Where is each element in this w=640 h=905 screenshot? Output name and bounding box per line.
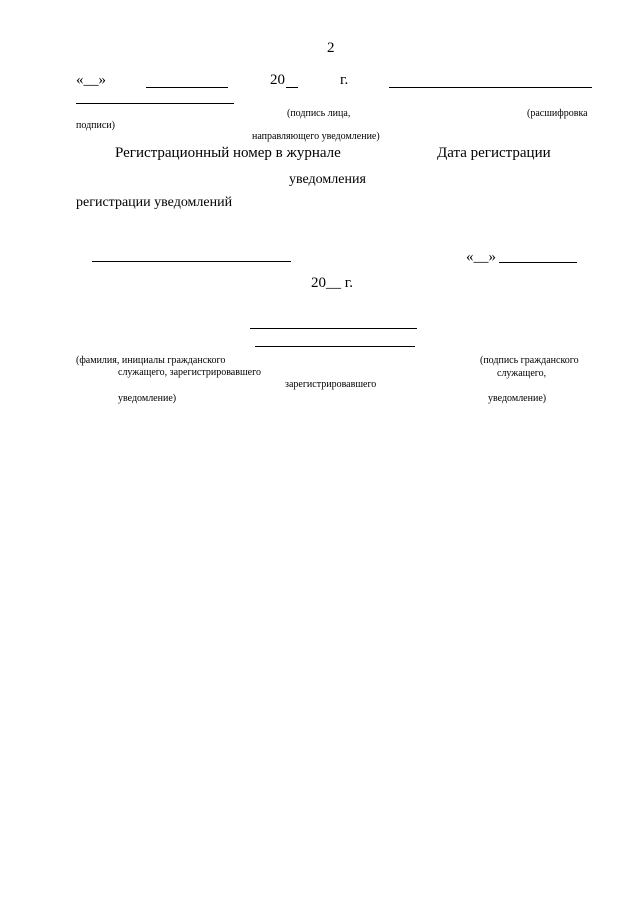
notices-label: уведомления [289,172,366,187]
year-prefix: 20 [270,72,285,88]
reg-number-line [92,261,291,262]
day-quote: «__» [76,72,106,88]
caption-signature-person: (подпись лица, [287,108,351,119]
caption-signature-2: служащего, [497,368,547,379]
caption-registered: зарегистрировавшего [285,379,377,390]
caption-signature-cont: подписи) [76,120,115,131]
reg-date-label: Дата регистрации [437,145,551,161]
page-number: 2 [327,40,335,56]
journal-label: регистрации уведомлений [76,195,233,210]
decoding-line [76,103,234,104]
month-blank-line [146,87,228,88]
reg-year: 20__ г. [311,275,353,291]
caption-name-3: уведомление) [118,393,177,404]
reg-number-label: Регистрационный номер в журнале [115,145,341,161]
caption-signature-3: уведомление) [488,393,547,404]
signature-line [389,87,592,88]
caption-sending-notice: направляющего уведомление) [252,131,380,142]
year-blank-line [286,87,298,88]
caption-decoding: (расшифровка [527,108,588,119]
caption-name-1: (фамилия, инициалы гражданского [76,355,226,366]
reg-month-line [499,262,577,263]
caption-name-2: служащего, зарегистрировавшего [118,367,261,378]
caption-signature-1: (подпись гражданского [480,355,579,366]
registrar-signature-line [255,346,415,347]
registrar-name-line [250,328,417,329]
year-suffix: г. [340,72,349,88]
reg-day-quote: «__» [466,249,496,265]
